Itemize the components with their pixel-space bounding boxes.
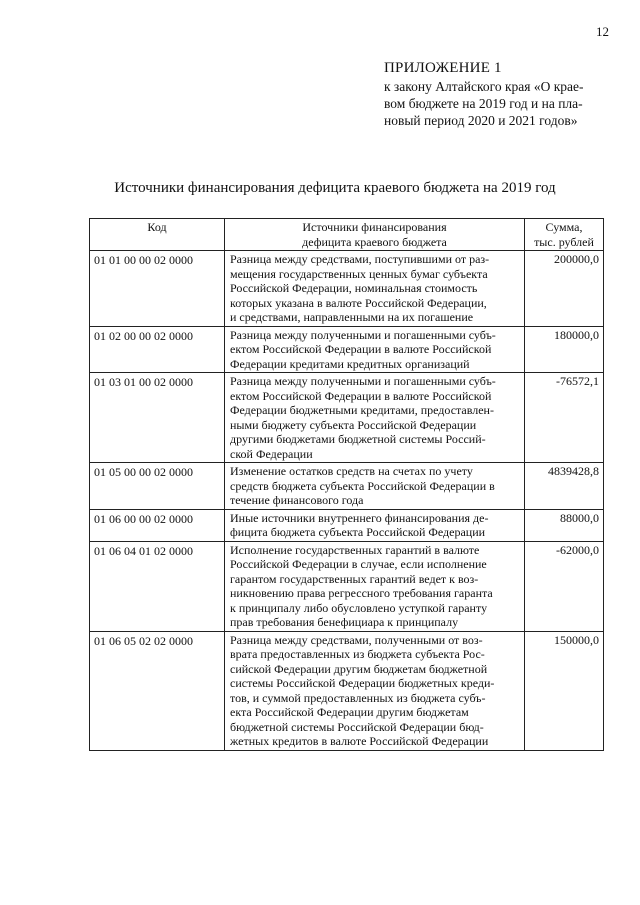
description-line: ской Федерации xyxy=(230,446,313,461)
row-description xyxy=(225,326,525,373)
row-code: 01 06 00 00 02 0000 xyxy=(90,509,225,541)
table-row xyxy=(90,509,604,541)
description-line: Федерации кредитами кредитных организаций xyxy=(230,356,470,371)
financing-sources-table xyxy=(89,218,604,751)
description-line: ектом Российской Федерации в валюте Российской xyxy=(230,342,492,356)
description-line: ектом Российской Федерации в валюте Российской xyxy=(230,388,492,403)
description-line: Российской Федерации в случае, если исполнение xyxy=(230,557,487,571)
description-line: Российской Федерации, номинальная стоимость xyxy=(230,281,478,295)
appendix-line: вом бюджете на 2019 год и на пла- xyxy=(384,96,583,111)
row-code: 01 05 00 00 02 0000 xyxy=(90,463,225,510)
description-line: тов, и суммой предоставленных из бюджета субъ- xyxy=(230,690,486,705)
description-line: врата предоставленных из бюджета субъекта Рос- xyxy=(230,647,485,661)
table-header-row xyxy=(90,219,604,251)
description-line: жетных кредитов в валюте Российской Федерации xyxy=(230,734,489,748)
row-description xyxy=(225,463,525,510)
row-description xyxy=(225,373,525,463)
description-line: Разница между средствами, полученными от воз- xyxy=(230,632,483,647)
row-sum: -62000,0 xyxy=(525,541,604,631)
description-line: средств бюджета субъекта Российской Федерации в xyxy=(230,478,495,493)
description-line: Иные источники внутреннего финансирования де- xyxy=(230,510,489,525)
table-row xyxy=(90,326,604,373)
appendix-title: ПРИЛОЖЕНИЕ 1 xyxy=(384,60,502,76)
document-title: Источники финансирования дефицита краевого бюджета на 2019 год xyxy=(114,180,556,196)
description-line: и средствами, направленными на их погашение xyxy=(230,310,474,324)
row-sum: 180000,0 xyxy=(525,326,604,373)
description-line: сийской Федерации другим бюджетам бюджетной xyxy=(230,661,488,676)
row-sum: 150000,0 xyxy=(525,631,604,750)
description-line: Исполнение государственных гарантий в валюте xyxy=(230,542,480,557)
description-line: системы Российской Федерации бюджетных креди- xyxy=(230,676,495,690)
row-sum: 88000,0 xyxy=(525,509,604,541)
description-line: екта Российской Федерации другим бюджетам xyxy=(230,705,469,719)
description-line: течение финансового года xyxy=(230,493,364,507)
row-sum: 200000,0 xyxy=(525,251,604,327)
row-description xyxy=(225,251,525,327)
table-row xyxy=(90,463,604,510)
row-code: 01 06 05 02 02 0000 xyxy=(90,631,225,750)
description-line: фицита бюджета субъекта Российской Федерации xyxy=(230,525,486,539)
row-code: 01 06 04 01 02 0000 xyxy=(90,541,225,631)
row-description xyxy=(225,631,525,750)
description-line: другими бюджетами бюджетной системы Россий- xyxy=(230,432,486,446)
row-sum: -76572,1 xyxy=(525,373,604,463)
description-line: гарантом государственных гарантий ведет к воз- xyxy=(230,571,479,586)
description-line: к принципалу либо обусловлено уступкой гаранту xyxy=(230,600,488,615)
description-line: Разница между полученными и погашенными субъ- xyxy=(230,374,496,388)
table-row xyxy=(90,541,604,631)
table-row xyxy=(90,373,604,463)
description-line: никновению права регрессного требования гаранта xyxy=(230,586,493,600)
description-line: бюджетной системы Российской Федерации бюд- xyxy=(230,719,484,734)
row-sum: 4839428,8 xyxy=(525,463,604,510)
header-source: Источники финансирования дефицита краевого бюджета xyxy=(225,219,525,251)
row-description xyxy=(225,509,525,541)
appendix-line: новый период 2020 и 2021 годов» xyxy=(384,113,578,128)
table-row xyxy=(90,631,604,750)
row-code: 01 02 00 00 02 0000 xyxy=(90,326,225,373)
table-row xyxy=(90,251,604,327)
row-code: 01 03 01 00 02 0000 xyxy=(90,373,225,463)
row-code: 01 01 00 00 02 0000 xyxy=(90,251,225,327)
page-number: 12 xyxy=(596,24,609,39)
table-body xyxy=(90,251,604,751)
description-line: которых указана в валюте Российской Федерации, xyxy=(230,295,487,310)
description-line: Разница между полученными и погашенными субъ- xyxy=(230,327,496,342)
description-line: Федерации бюджетными кредитами, предоставлен- xyxy=(230,403,494,417)
description-line: Разница между средствами, поступившими от раз- xyxy=(230,252,490,266)
header-sum: Сумма, тыс. рублей xyxy=(525,219,604,251)
appendix-block xyxy=(384,60,614,129)
description-line: мещения государственных ценных бумаг субъекта xyxy=(230,266,488,281)
description-line: Изменение остатков средств на счетах по учету xyxy=(230,464,473,478)
appendix-line: к закону Алтайского края «О крае- xyxy=(384,79,584,94)
description-line: прав требования бенефициара к принципалу xyxy=(230,615,459,629)
description-line: ными бюджету субъекта Российской Федерации xyxy=(230,417,477,432)
header-code: Код xyxy=(90,219,225,251)
row-description xyxy=(225,541,525,631)
